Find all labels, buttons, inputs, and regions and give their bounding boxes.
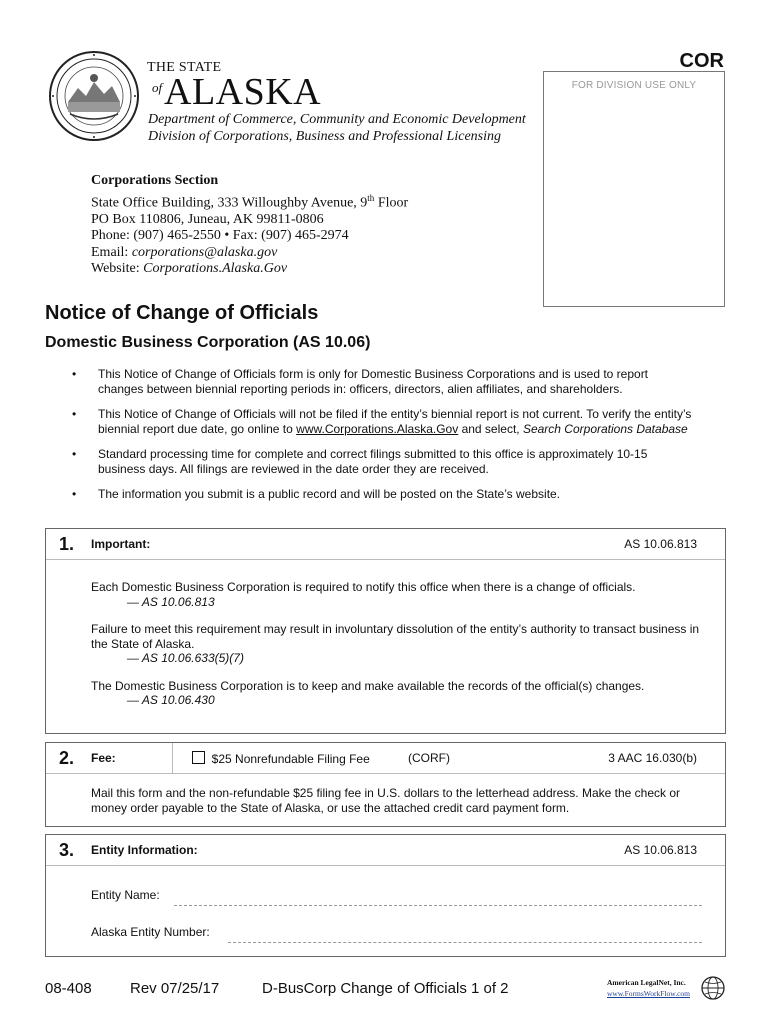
revision-date: Rev 07/25/17 bbox=[130, 980, 220, 997]
bullet-text: Standard processing time for complete and correct filings submitted to this office is approximately 10-15 business days. All filings are reviewed in the date order they are received. bbox=[98, 447, 648, 476]
entity-number-input[interactable] bbox=[228, 942, 702, 943]
statute-ref: — AS 10.06.430 bbox=[127, 693, 215, 707]
division-name: Division of Corporations, Business and Professional Licensing bbox=[148, 129, 501, 144]
bullet-text: This Notice of Change of Officials form is only for Domestic Business Corporations and is used to report changes between biennial reporting periods in: officers, directors, alien affiliates, and shareholders. bbox=[98, 367, 649, 396]
entity-name-input[interactable] bbox=[174, 905, 702, 906]
website-link[interactable]: Corporations.Alaska.Gov bbox=[143, 261, 288, 277]
paragraph bbox=[91, 622, 701, 666]
statute-ref: — AS 10.06.633(5)(7) bbox=[127, 651, 244, 665]
list-item bbox=[62, 487, 692, 502]
globe-icon bbox=[701, 976, 725, 1000]
address-block bbox=[91, 173, 408, 278]
division-use-box bbox=[543, 71, 725, 307]
section-body bbox=[91, 580, 701, 721]
section-fee bbox=[45, 742, 726, 827]
state-seal-logo bbox=[48, 50, 140, 142]
phone-fax-line: Phone: (907) 465-2550 • Fax: (907) 465-2974 bbox=[91, 228, 349, 244]
paragraph-text: Failure to meet this requirement may result in involuntary dissolution of the entity’s authority to transact business in the State of Alaska. bbox=[91, 622, 700, 651]
section-number: 1. bbox=[59, 534, 75, 554]
corporations-section-heading: Corporations Section bbox=[91, 173, 219, 188]
section-label: Important: bbox=[91, 537, 151, 551]
fee-code: (CORF) bbox=[408, 751, 450, 765]
entity-name-label: Entity Name: bbox=[91, 888, 160, 902]
building-sup: th bbox=[367, 192, 375, 203]
po-box-line: PO Box 110806, Juneau, AK 99811-0806 bbox=[91, 211, 324, 227]
instructions-list bbox=[62, 367, 692, 513]
section-header bbox=[46, 835, 725, 866]
section-number: 2. bbox=[59, 748, 75, 768]
department-name: Department of Commerce, Community and Economic Development bbox=[148, 112, 526, 127]
fee-label: $25 Nonrefundable Filing Fee bbox=[211, 752, 370, 766]
page-subtitle: Domestic Business Corporation (AS 10.06) bbox=[45, 334, 371, 351]
section-statute: 3 AAC 16.030(b) bbox=[608, 751, 697, 765]
bullet-text: The information you submit is a public record and will be posted on the State’s website. bbox=[98, 487, 561, 501]
section-body: Mail this form and the non-refundable $25 filing fee in U.S. dollars to the letterhead address. Make the check or money order payable to the State of Alaska, or use the attached credit card payment form. bbox=[91, 786, 680, 815]
header-of: of bbox=[152, 80, 163, 95]
department-lines bbox=[148, 111, 526, 145]
website-line bbox=[91, 261, 408, 278]
section-statute: AS 10.06.813 bbox=[624, 843, 697, 857]
section-header bbox=[46, 743, 725, 774]
section-label: Entity Information: bbox=[91, 843, 198, 857]
list-item bbox=[62, 447, 692, 476]
search-database-text: Search Corporations Database bbox=[522, 421, 688, 436]
list-item bbox=[62, 367, 692, 396]
section-important bbox=[45, 528, 726, 734]
building-line bbox=[91, 190, 408, 212]
header-the-state: THE STATE bbox=[147, 60, 222, 75]
building-floor: Floor bbox=[374, 195, 409, 211]
corporations-website-link[interactable]: www.Corporations.Alaska.Gov bbox=[296, 421, 459, 436]
fee-option[interactable] bbox=[192, 751, 370, 766]
fee-checkbox[interactable] bbox=[192, 751, 205, 764]
website-label: Website: bbox=[91, 261, 144, 277]
section-number: 3. bbox=[59, 840, 75, 860]
paragraph bbox=[91, 679, 701, 708]
email-link[interactable]: corporations@alaska.gov bbox=[131, 244, 278, 260]
section-statute: AS 10.06.813 bbox=[624, 537, 697, 551]
section-label: Fee: bbox=[91, 751, 116, 765]
page-footer-title: D-BusCorp Change of Officials 1 of 2 bbox=[262, 980, 509, 997]
email-line bbox=[91, 245, 408, 262]
header-alaska: ALASKA bbox=[164, 71, 322, 113]
badge-link[interactable]: www.FormsWorkFlow.com bbox=[607, 989, 691, 998]
form-code: COR bbox=[679, 50, 724, 72]
division-use-label: FOR DIVISION USE ONLY bbox=[571, 80, 697, 91]
form-number: 08-408 bbox=[45, 980, 92, 997]
paragraph-text: Each Domestic Business Corporation is required to notify this office when there is a change of officials. bbox=[91, 580, 636, 594]
bullet-text: This Notice of Change of Officials will not be filed if the entity’s biennial report is not current. To verify the entity’s biennial report due date, go online to bbox=[98, 407, 692, 436]
statute-ref: — AS 10.06.813 bbox=[127, 594, 215, 609]
entity-number-label: Alaska Entity Number: bbox=[91, 925, 210, 939]
email-label: Email: bbox=[91, 244, 132, 260]
section-entity-information bbox=[45, 834, 726, 957]
page-title: Notice of Change of Officials bbox=[45, 302, 319, 324]
bullet-text: and select, bbox=[458, 421, 523, 436]
section-header bbox=[46, 529, 725, 560]
badge-company: American LegalNet, Inc. bbox=[607, 978, 686, 987]
paragraph-text: The Domestic Business Corporation is to keep and make available the records of the official(s) changes. bbox=[91, 678, 645, 693]
building-text: State Office Building, 333 Willoughby Avenue, 9 bbox=[91, 195, 368, 211]
divider bbox=[172, 743, 173, 773]
list-item bbox=[62, 407, 692, 436]
paragraph bbox=[91, 580, 701, 609]
legalnet-badge[interactable] bbox=[607, 976, 725, 1002]
